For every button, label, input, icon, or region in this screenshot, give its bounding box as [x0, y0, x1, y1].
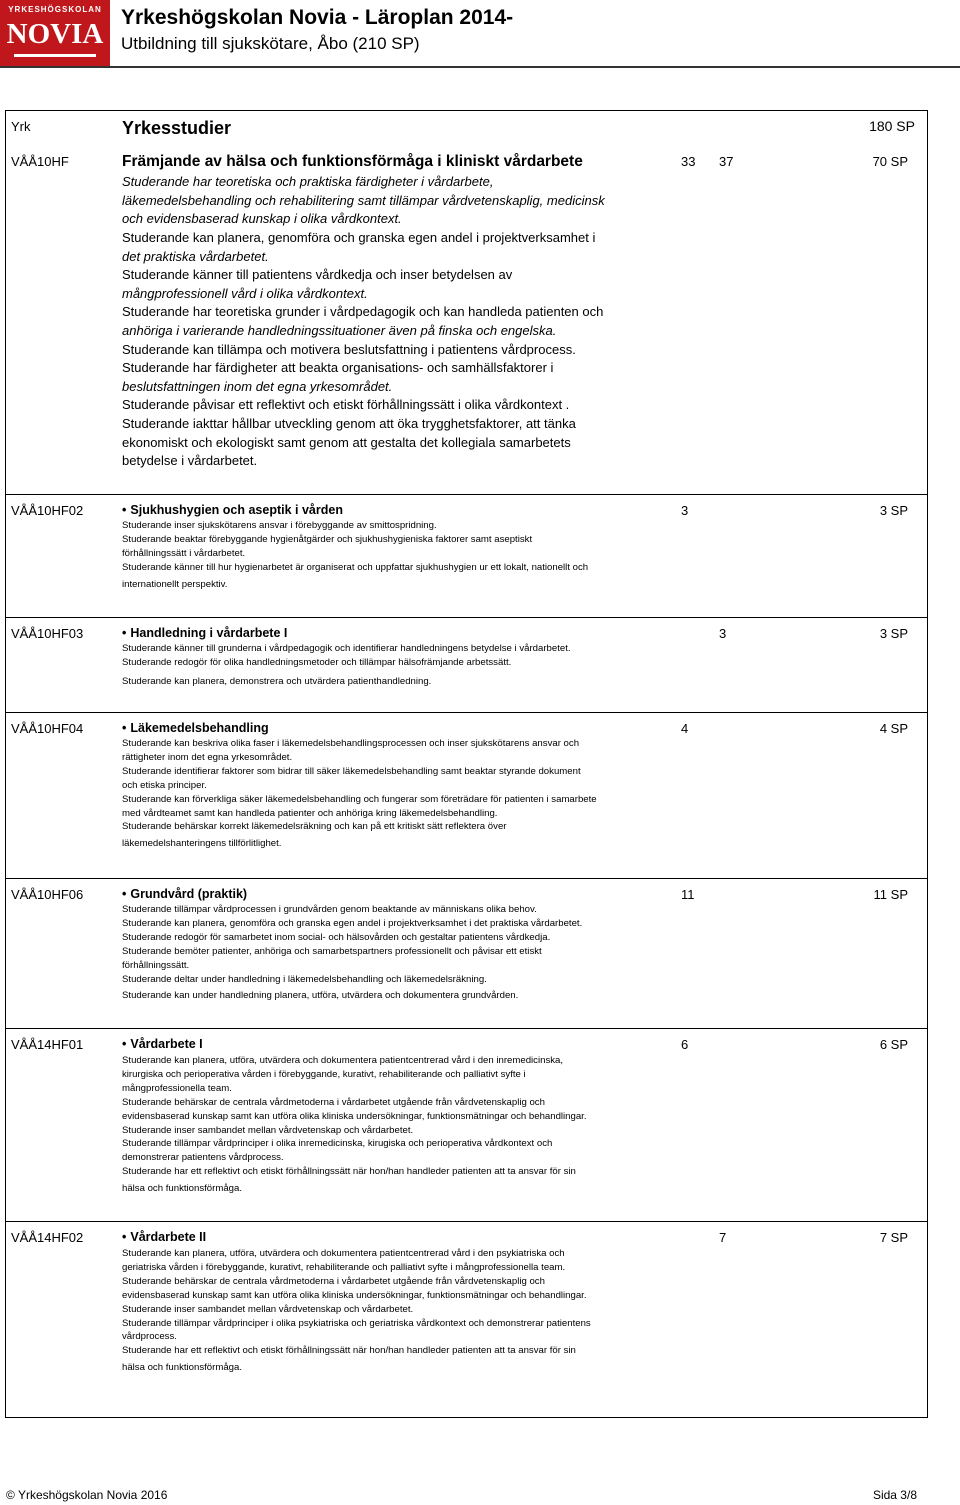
desc-line: internationellt perspektiv. — [122, 578, 228, 590]
desc-line: Studerande tillämpar vårdprocessen i grundvården genom beaktande av människans olika behov. — [122, 904, 537, 915]
desc-line: vårdprocess. — [122, 1331, 177, 1343]
course-sp: 70 SP — [872, 154, 908, 169]
desc-line: Studerande tillämpar vårdprinciper i olika psykiatriska och geriatriska vårdkontext och demonstrerar patientens — [122, 1317, 591, 1329]
desc-line: mångprofessionella team. — [122, 1082, 232, 1094]
logo-bar — [14, 54, 96, 57]
course-title-text: Vårdarbete I — [130, 1037, 203, 1051]
desc-line: mångprofessionell vård i olika vårdkontext. — [122, 285, 368, 301]
desc-line: och etiska principer. — [122, 779, 207, 791]
header-divider — [0, 66, 960, 68]
desc-line: Studerande har teoretiska och praktiska färdigheter i vårdarbete, — [122, 174, 494, 189]
desc-line: beslutsfattningen inom det egna yrkesområdet. — [122, 378, 393, 394]
course-code: VÅÅ14HF01 — [11, 1037, 84, 1052]
course-title-text: Sjukhushygien och aseptik i vården — [130, 503, 343, 517]
bullet: • — [122, 1230, 127, 1244]
desc-line: Studerande deltar under handledning i läkemedelsbehandling och läkemedelsräkning. — [122, 973, 487, 985]
row-divider — [5, 617, 928, 618]
desc-line: förhållningssätt i vårdarbetet. — [122, 547, 246, 559]
course-code: VÅÅ10HF02 — [11, 503, 84, 518]
desc-line: Studerande tillämpar vårdprinciper i olika inremedicinska, kirugiska och perioperativa vårdkontext och — [122, 1138, 553, 1150]
course-sp: 3 SP — [879, 626, 908, 641]
course-credits: 3 — [681, 503, 689, 518]
desc-line: geriatriska vården i förebyggande, kurativt, rehabiliterande och palliativt syfte i mångprofessionella team. — [122, 1261, 566, 1273]
course-title — [122, 626, 287, 640]
desc-line: Studerande känner till patientens vårdkedja och inser betydelsen av — [122, 267, 513, 283]
course-credits: 6 — [681, 1037, 689, 1052]
section-code: Yrk — [11, 119, 31, 134]
bullet: • — [122, 503, 127, 517]
course-credits: 7 — [719, 1230, 727, 1245]
course-sp: 6 SP — [879, 1037, 908, 1052]
course-description — [122, 229, 682, 471]
desc-line: Studerande har ett reflektivt och etiskt förhållningssätt när hon/han handleder patienten att ta ansvar för sin — [122, 1345, 576, 1357]
course-description — [122, 519, 682, 592]
course-title: Främjande av hälsa och funktionsförmåga i kliniskt vårdarbete — [122, 153, 583, 170]
course-description — [122, 1247, 682, 1375]
course-title — [122, 721, 269, 735]
desc-line: det praktiska vårdarbetet. — [122, 248, 269, 264]
course-code: VÅÅ10HF04 — [11, 721, 84, 736]
course-title — [122, 503, 343, 517]
desc-line: Studerande iakttar hållbar utveckling genom att öka trygghetsfaktorer, att tänka — [122, 415, 576, 431]
row-divider — [5, 712, 928, 713]
document-title: Yrkeshögskolan Novia - Läroplan 2014- — [121, 6, 514, 29]
course-title — [122, 1230, 206, 1244]
desc-line: Studerande inser sjukskötarens ansvar i förebyggande av smittospridning. — [122, 520, 437, 531]
desc-line: Studerande har färdigheter att beakta organisations- och samhällsfaktorer i — [122, 360, 554, 376]
course-code: VÅÅ14HF02 — [11, 1230, 84, 1245]
course-sp: 11 SP — [873, 887, 908, 902]
desc-line: kirurgiska och perioperativa vården i förebyggande, kurativt, rehabiliterande och palliativt syfte i — [122, 1068, 526, 1080]
desc-line: Studerande beaktar förebyggande hygienåtgärder och sjukhushygieniska faktorer samt aseptiskt — [122, 533, 533, 545]
desc-line: demonstrerar patientens vårdprocess. — [122, 1152, 284, 1164]
desc-line: hälsa och funktionsförmåga. — [122, 1183, 242, 1195]
bullet: • — [122, 626, 127, 640]
novia-logo — [0, 0, 110, 66]
row-divider — [5, 1221, 928, 1222]
bullet: • — [122, 721, 127, 735]
desc-line: hälsa och funktionsförmåga. — [122, 1362, 242, 1374]
course-credits: 4 — [681, 721, 689, 736]
section-title: Yrkesstudier — [122, 118, 232, 138]
desc-line: förhållningssätt. — [122, 959, 190, 971]
desc-line: Studerande behärskar korrekt läkemedelsräkning och kan på ett kritiskt sätt reflektera över — [122, 821, 507, 833]
course-description — [122, 903, 682, 1003]
course-title — [122, 1037, 203, 1051]
desc-line: och evidensbaserad kunskap i olika vårdkontext. — [122, 211, 402, 227]
row-divider — [5, 878, 928, 879]
desc-line: Studerande kan planera, genomföra och granska egen andel i projektverksamhet i det praktiska vårdarbetet. — [122, 917, 583, 929]
desc-line: Studerande kan beskriva olika faser i läkemedelsbehandlingsprocessen och inser sjukskötarens ansvar och — [122, 738, 580, 749]
course-code: VÅÅ10HF06 — [11, 887, 84, 902]
desc-line: Studerande kan planera, demonstrera och utvärdera patienthandledning. — [122, 675, 432, 687]
desc-line: evidensbaserad kunskap samt kan utföra olika kliniska undersökningar, funktionsmätningar och behandlingar. — [122, 1110, 587, 1122]
bullet: • — [122, 1037, 127, 1051]
logo-small-text: YRKESHÖGSKOLAN — [8, 5, 102, 14]
desc-line: ekonomiskt och ekologiskt samt genom att gestalta det kollegiala samarbetets — [122, 434, 571, 450]
desc-line: Studerande inser sambandet mellan vårdvetenskap och vårdarbetet. — [122, 1124, 414, 1136]
desc-line: betydelse i vårdarbetet. — [122, 453, 258, 469]
course-title-text: Handledning i vårdarbete I — [130, 626, 288, 640]
desc-line: Studerande redogör för olika handledningsmetoder och tillämpar hälsofrämjande arbetssätt. — [122, 656, 512, 668]
desc-line: Studerande kan under handledning planera, utföra, utvärdera och dokumentera grundvården. — [122, 990, 519, 1002]
course-credits: 3 — [719, 626, 727, 641]
desc-line: Studerande känner till grunderna i vårdpedagogik och identifierar handledningens betydelse i vårdarbetet. — [122, 643, 571, 654]
desc-line: Studerande redogör för samarbetet inom social- och hälsovården och gestaltar patientens vårdkedja. — [122, 931, 551, 943]
row-divider — [5, 1028, 928, 1029]
course-title-text: Vårdarbete II — [130, 1230, 207, 1244]
course-description — [122, 173, 682, 229]
course-title-text: Läkemedelsbehandling — [130, 721, 269, 735]
desc-line: rättigheter inom det egna yrkesområdet. — [122, 751, 293, 763]
desc-line: Studerande känner till hur hygienarbetet är organiserat och uppfattar sjukhushygien ur ett lokalt, nationellt och — [122, 561, 589, 573]
desc-line: Studerande har teoretiska grunder i vårdpedagogik och kan handleda patienten och — [122, 304, 604, 320]
desc-line: Studerande identifierar faktorer som bidrar till säker läkemedelsbehandling samt beaktar styrande dokument — [122, 765, 581, 777]
course-credits-max: 37 — [719, 154, 734, 169]
desc-line: Studerande kan planera, utföra, utvärdera och dokumentera patientcentrerad vård i den inremedicinska, — [122, 1055, 564, 1066]
footer-copyright: © Yrkeshögskolan Novia 2016 — [6, 1488, 168, 1502]
desc-line: anhöriga i varierande handledningssituationer även på finska och engelska. — [122, 322, 557, 338]
desc-line: läkemedelsbehandling och rehabilitering samt tillämpar vårdvetenskaplig, medicinsk — [122, 192, 605, 208]
logo-big-text: NOVIA — [6, 18, 104, 50]
course-description — [122, 737, 682, 851]
course-sp: 4 SP — [879, 721, 908, 736]
course-credits-min: 33 — [681, 154, 696, 169]
desc-line: Studerande bemöter patienter, anhöriga och samarbetspartners professionellt och påvisar ett etiskt — [122, 945, 542, 957]
document-subtitle: Utbildning till sjukskötare, Åbo (210 SP) — [121, 34, 420, 53]
row-divider — [5, 494, 928, 495]
desc-line: Studerande kan planera, genomföra och granska egen andel i projektverksamhet i — [122, 230, 596, 245]
course-description — [122, 642, 682, 689]
course-description — [122, 1054, 682, 1196]
desc-line: Studerande behärskar de centrala vårdmetoderna i vårdarbetet utgående från vårdvetenskaplig och — [122, 1275, 545, 1287]
desc-line: Studerande behärskar de centrala vårdmetoderna i vårdarbetet utgående från vårdvetenskaplig och — [122, 1096, 545, 1108]
bullet: • — [122, 887, 127, 901]
desc-line: med vårdteamet samt kan handleda patienter och anhöriga kring läkemedelsbehandling. — [122, 807, 498, 819]
footer-page-number: Sida 3/8 — [872, 1488, 917, 1502]
desc-line: evidensbaserad kunskap samt kan utföra olika kliniska undersökningar, funktionsmätningar och behandlingar. — [122, 1289, 587, 1301]
course-sp: 7 SP — [879, 1230, 908, 1245]
desc-line: Studerande påvisar ett reflektivt och etiskt förhållningssätt i olika vårdkontext . — [122, 397, 570, 413]
course-code: VÅÅ10HF03 — [11, 626, 84, 641]
course-title-text: Grundvård (praktik) — [130, 887, 248, 901]
course-code: VÅÅ10HF — [11, 154, 69, 169]
desc-line: Studerande kan tillämpa och motivera beslutsfattning i patientens vårdprocess. — [122, 341, 576, 357]
desc-line: läkemedelshanteringens tillförlitlighet. — [122, 838, 282, 850]
page-header — [0, 0, 960, 68]
course-title — [122, 887, 247, 901]
section-sp: 180 SP — [869, 118, 915, 134]
desc-line: Studerande kan planera, utföra, utvärdera och dokumentera patientcentrerad vård i den psykiatriska och — [122, 1248, 565, 1259]
desc-line: Studerande kan förverkliga säker läkemedelsbehandling och fungerar som företrädare för patienten i samarbete — [122, 793, 597, 805]
course-credits: 11 — [681, 887, 695, 902]
desc-line: Studerande inser sambandet mellan vårdvetenskap och vårdarbetet. — [122, 1303, 414, 1315]
course-sp: 3 SP — [879, 503, 908, 518]
desc-line: Studerande har ett reflektivt och etiskt förhållningssätt när hon/han handleder patienten att ta ansvar för sin — [122, 1166, 576, 1178]
